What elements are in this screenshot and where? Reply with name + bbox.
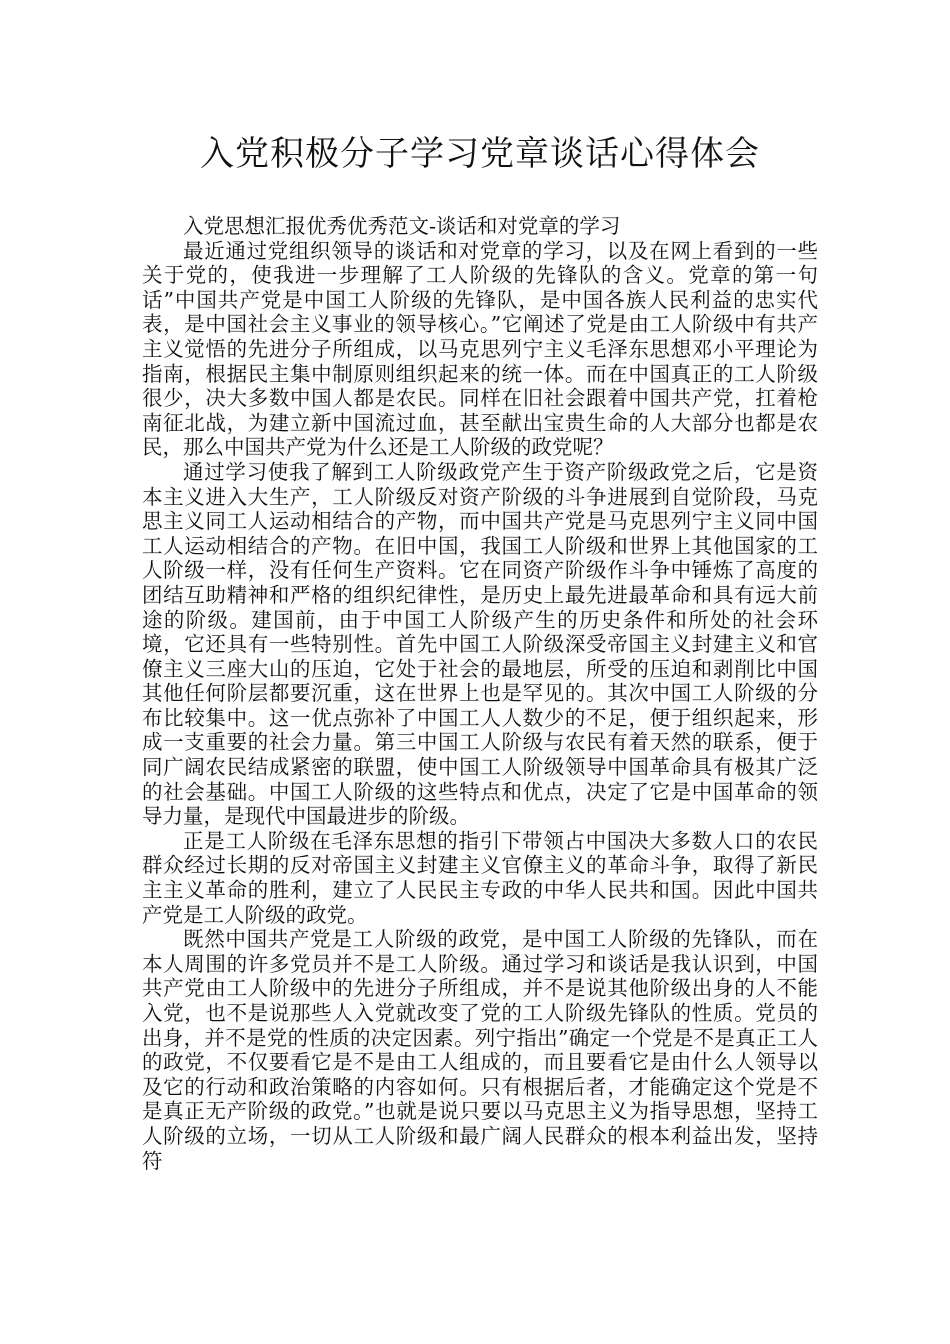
paragraph: 最近通过党组织领导的谈话和对党章的学习，以及在网上看到的一些关于党的，使我进一步理解了工人阶级的先锋队的含义。党章的第一句话”中国共产党是中国工人阶级的先锋队，是中国各族人民利益的忠实代表，是中国社会主义事业的领导核心。”它阐述了党是由工人阶级中有共产主义觉悟的先进分子所组成，以马克思列宁主义毛泽东思想邓小平理论为指南，根据民主集中制原则组织起来的统一体。而在中国真正的工人阶级很少，决大多数中国人都是农民。同样在旧社会跟着中国共产党，扛着枪南征北战，为建立新中国流过血，甚至献出宝贵生命的人大部分也都是农民，那么中国共产党为什么还是工人阶级的政党呢？ xyxy=(142,238,818,460)
document-title: 入党积极分子学习党章谈话心得体会 xyxy=(200,135,760,173)
paragraph: 通过学习使我了解到工人阶级政党产生于资产阶级政党之后，它是资本主义进入大生产，工人阶级反对资产阶级的斗争进展到自觉阶段，马克思主义同工人运动相结合的产物，而中国共产党是马克思列宁主义同中国工人运动相结合的产物。在旧中国，我国工人阶级和世界上其他国家的工人阶级一样，没有任何生产资料。它在同资产阶级作斗争中锤炼了高度的团结互助精神和严格的组织纪律性，是历史上最先进最革命和具有远大前途的阶级。建国前，由于中国工人阶级产生的历史条件和所处的社会环境，它还具有一些特别性。首先中国工人阶级深受帝国主义封建主义和官僚主义三座大山的压迫，它处于社会的最地层，所受的压迫和剥削比中国其他任何阶层都要沉重，这在世界上也是罕见的。其次中国工人阶级的分布比较集中。这一优点弥补了中国工人人数少的不足，便于组织起来，形成一支重要的社会力量。第三中国工人阶级与农民有着天然的联系，便于同广阔农民结成紧密的联盟，使中国工人阶级领导中国革命具有极其广泛的社会基础。中国工人阶级的这些特点和优点，决定了它是中国革命的领导力量，是现代中国最进步的阶级。 xyxy=(142,459,818,829)
paragraph: 正是工人阶级在毛泽东思想的指引下带领占中国决大多数人口的农民群众经过长期的反对帝国主义封建主义官僚主义的革命斗争，取得了新民主主义革命的胜利，建立了人民民主专政的中华人民共和国。因此中国共产党是工人阶级的政党。 xyxy=(142,828,818,927)
paragraph: 既然中国共产党是工人阶级的政党，是中国工人阶级的先锋队，而在本人周围的许多党员并不是工人阶级。通过学习和谈话是我认识到，中国共产党由工人阶级中的先进分子所组成，并不是说其他阶级出身的人不能入党，也不是说那些人入党就改变了党的工人阶级先锋队的性质。党员的出身，并不是党的性质的决定因素。列宁指出”确定一个党是不是真正工人的政党，不仅要看它是不是由工人组成的，而且要看它是由什么人领导以及它的行动和政治策略的内容如何。只有根据后者，才能确定这个党是不是真正无产阶级的政党。”也就是说只要以马克思主义为指导思想，坚持工人阶级的立场，一切从工人阶级和最广阔人民群众的根本利益出发，坚持符 xyxy=(142,927,818,1173)
paragraph-subtitle: 入党思想汇报优秀优秀范文-谈话和对党章的学习 xyxy=(183,214,621,238)
document-body xyxy=(142,214,818,1173)
document-page xyxy=(142,128,818,1173)
